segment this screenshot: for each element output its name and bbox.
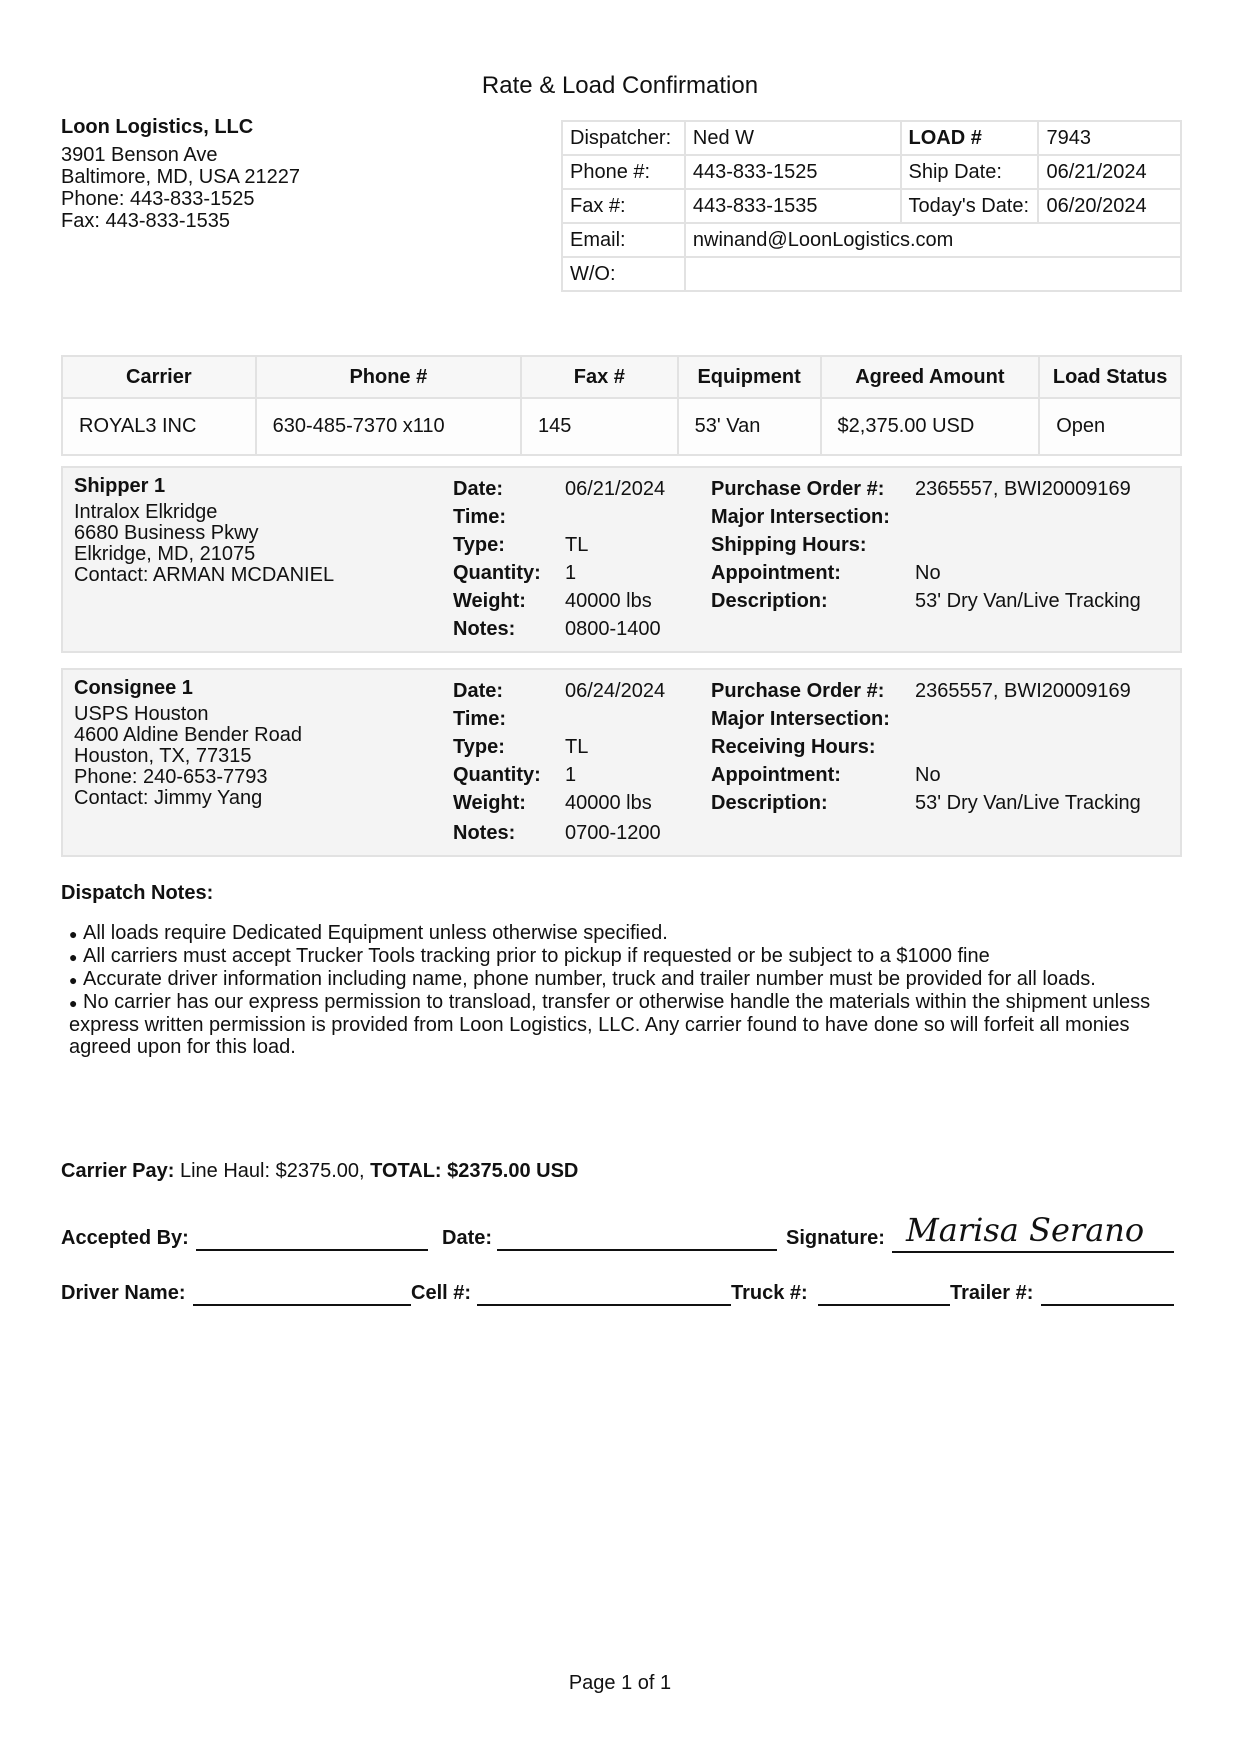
shipper-po-value: 2365557, BWI20009169: [915, 478, 1131, 500]
bullet-icon: ●: [69, 949, 78, 965]
dispatch-notes-list: [61, 922, 1171, 1058]
consignee-description-value: 53' Dry Van/Live Tracking: [915, 792, 1141, 814]
consignee-po-label: Purchase Order #:: [711, 680, 885, 702]
bullet-icon: ●: [69, 926, 78, 942]
shipper-quantity-value: 1: [565, 562, 577, 584]
company-name: Loon Logistics, LLC: [61, 116, 254, 138]
list-item: [61, 968, 1171, 991]
col-header-carrier: Carrier: [62, 356, 256, 398]
dispatch-note-text: All carriers must accept Trucker Tools tracking prior to pickup if requested or be subject to a $1000 fine: [83, 945, 990, 967]
consignee-quantity-label: Quantity:: [453, 764, 541, 786]
accepted-by-field[interactable]: [196, 1249, 428, 1251]
dispatcher-value: Ned W: [685, 121, 901, 155]
shipper-address-line2: Elkridge, MD, 21075: [74, 543, 256, 565]
consignee-date-value: 06/24/2024: [565, 680, 666, 702]
list-item: [61, 922, 1171, 945]
carrier-pay: [61, 1160, 578, 1183]
carrier-name: ROYAL3 INC: [62, 398, 256, 455]
shipper-description-label: Description:: [711, 590, 828, 612]
shipper-weight-value: 40000 lbs: [565, 590, 652, 612]
shipper-appointment-value: No: [915, 562, 941, 584]
consignee-weight-label: Weight:: [453, 792, 526, 814]
consignee-address-line1: 4600 Aldine Bender Road: [74, 724, 302, 746]
pay-total: TOTAL: $2375.00 USD: [370, 1160, 579, 1182]
consignee-intersection-label: Major Intersection:: [711, 708, 890, 730]
consignee-po-value: 2365557, BWI20009169: [915, 680, 1131, 702]
consignee-name: USPS Houston: [74, 703, 209, 725]
consignee-time-label: Time:: [453, 708, 506, 730]
dispatch-fax-label: Fax #:: [562, 189, 685, 223]
shipper-notes-label: Notes:: [453, 618, 516, 640]
dispatch-note-text: All loads require Dedicated Equipment unless otherwise specified.: [83, 922, 668, 944]
truck-label: Truck #:: [731, 1282, 808, 1304]
col-header-agreed-amount: Agreed Amount: [821, 356, 1040, 398]
carrier-equipment: 53' Van: [678, 398, 821, 455]
load-number-value: 7943: [1038, 121, 1181, 155]
carrier-load-status: Open: [1039, 398, 1181, 455]
shipper-intersection-label: Major Intersection:: [711, 506, 890, 528]
bullet-icon: ●: [69, 972, 78, 988]
consignee-date-label: Date:: [453, 680, 504, 702]
shipper-address-line1: 6680 Business Pkwy: [74, 522, 259, 544]
list-item: [61, 991, 1171, 1058]
shipper-quantity-label: Quantity:: [453, 562, 541, 584]
col-header-phone: Phone #: [256, 356, 521, 398]
dispatch-note-text: No carrier has our express permission to transload, transfer or otherwise handle the materials within the shipment unless express written permission is provided from Loon Logistics, LLC. Any carrier found to have done so will forfeit all monies agreed upon for this load.: [69, 991, 1151, 1058]
consignee-notes-label: Notes:: [453, 822, 516, 844]
carrier-pay-label: Carrier Pay:: [61, 1160, 175, 1182]
company-address-line2: Baltimore, MD, USA 21227: [61, 166, 300, 188]
company-address-line1: 3901 Benson Ave: [61, 144, 218, 166]
company-block: [61, 116, 300, 232]
shipper-address-block: [74, 476, 334, 586]
shipper-notes-value: 0800-1400: [565, 618, 661, 640]
shipper-type-value: TL: [565, 534, 589, 556]
consignee-quantity-value: 1: [565, 764, 577, 786]
ship-date-value: 06/21/2024: [1038, 155, 1181, 189]
col-header-fax: Fax #: [521, 356, 678, 398]
consignee-section: [61, 668, 1182, 857]
load-number-label: LOAD #: [901, 121, 1039, 155]
consignee-contact: Contact: Jimmy Yang: [74, 787, 263, 809]
email-label: Email:: [562, 223, 685, 257]
driver-name-label: Driver Name:: [61, 1282, 186, 1304]
dispatch-phone-value: 443-833-1525: [685, 155, 901, 189]
carrier-table-header: [62, 356, 1181, 398]
accept-date-label: Date:: [442, 1227, 493, 1249]
consignee-phone: Phone: 240-653-7793: [74, 766, 268, 788]
bullet-icon: ●: [69, 995, 78, 1011]
shipper-description-value: 53' Dry Van/Live Tracking: [915, 590, 1141, 612]
carrier-fax: 145: [521, 398, 678, 455]
trailer-field[interactable]: [1041, 1304, 1174, 1306]
carrier-table: [61, 355, 1182, 456]
consignee-notes-value: 0700-1200: [565, 822, 661, 844]
consignee-hours-label: Receiving Hours:: [711, 736, 876, 758]
trailer-label: Trailer #:: [950, 1282, 1034, 1304]
dispatch-note-text: Accurate driver information including name, phone number, truck and trailer number must be provided for all loads.: [83, 968, 1096, 990]
signature-label: Signature:: [786, 1227, 885, 1249]
email-value[interactable]: nwinand@LoonLogistics.com: [685, 223, 1181, 257]
dispatcher-label: Dispatcher:: [562, 121, 685, 155]
consignee-address-line2: Houston, TX, 77315: [74, 745, 252, 767]
company-phone: Phone: 443-833-1525: [61, 188, 255, 210]
signature-field[interactable]: [892, 1251, 1174, 1253]
cell-field[interactable]: [477, 1304, 731, 1306]
shipper-date-value: 06/21/2024: [565, 478, 666, 500]
accept-date-field[interactable]: [497, 1249, 777, 1251]
consignee-address-block: [74, 678, 302, 809]
shipper-date-label: Date:: [453, 478, 504, 500]
carrier-agreed-amount: $2,375.00 USD: [821, 398, 1040, 455]
dispatch-phone-label: Phone #:: [562, 155, 685, 189]
consignee-description-label: Description:: [711, 792, 828, 814]
todays-date-label: Today's Date:: [901, 189, 1039, 223]
shipper-hours-label: Shipping Hours:: [711, 534, 867, 556]
carrier-phone: 630-485-7370 x110: [256, 398, 521, 455]
driver-name-field[interactable]: [193, 1304, 411, 1306]
ship-date-label: Ship Date:: [901, 155, 1039, 189]
truck-field[interactable]: [818, 1304, 950, 1306]
line-haul: Line Haul: $2375.00,: [179, 1160, 365, 1182]
shipper-contact: Contact: ARMAN MCDANIEL: [74, 564, 335, 586]
accepted-by-label: Accepted By:: [61, 1227, 189, 1249]
dispatch-fax-value: 443-833-1535: [685, 189, 901, 223]
wo-value: [685, 257, 1181, 291]
shipper-heading: Shipper 1: [74, 475, 166, 497]
consignee-appointment-value: No: [915, 764, 941, 786]
signature: Marisa Serano: [906, 1211, 1145, 1249]
shipper-type-label: Type:: [453, 534, 505, 556]
cell-label: Cell #:: [411, 1282, 472, 1304]
todays-date-value: 06/20/2024: [1038, 189, 1181, 223]
list-item: [61, 945, 1171, 968]
col-header-equipment: Equipment: [678, 356, 821, 398]
shipper-time-label: Time:: [453, 506, 506, 528]
consignee-type-label: Type:: [453, 736, 505, 758]
consignee-appointment-label: Appointment:: [711, 764, 841, 786]
table-row: [62, 398, 1181, 455]
shipper-appointment-label: Appointment:: [711, 562, 841, 584]
shipper-weight-label: Weight:: [453, 590, 526, 612]
col-header-load-status: Load Status: [1039, 356, 1181, 398]
consignee-type-value: TL: [565, 736, 589, 758]
shipper-section: [61, 466, 1182, 653]
dispatch-notes-heading: Dispatch Notes:: [61, 882, 214, 904]
shipper-po-label: Purchase Order #:: [711, 478, 885, 500]
wo-label: W/O:: [562, 257, 685, 291]
consignee-heading: Consignee 1: [74, 677, 193, 699]
consignee-weight-value: 40000 lbs: [565, 792, 652, 814]
shipper-name: Intralox Elkridge: [74, 501, 218, 523]
page-number: Page 1 of 1: [568, 1672, 672, 1694]
company-fax: Fax: 443-833-1535: [61, 210, 231, 232]
document-title: Rate & Load Confirmation: [481, 72, 759, 99]
dispatch-info-table: [561, 120, 1182, 292]
